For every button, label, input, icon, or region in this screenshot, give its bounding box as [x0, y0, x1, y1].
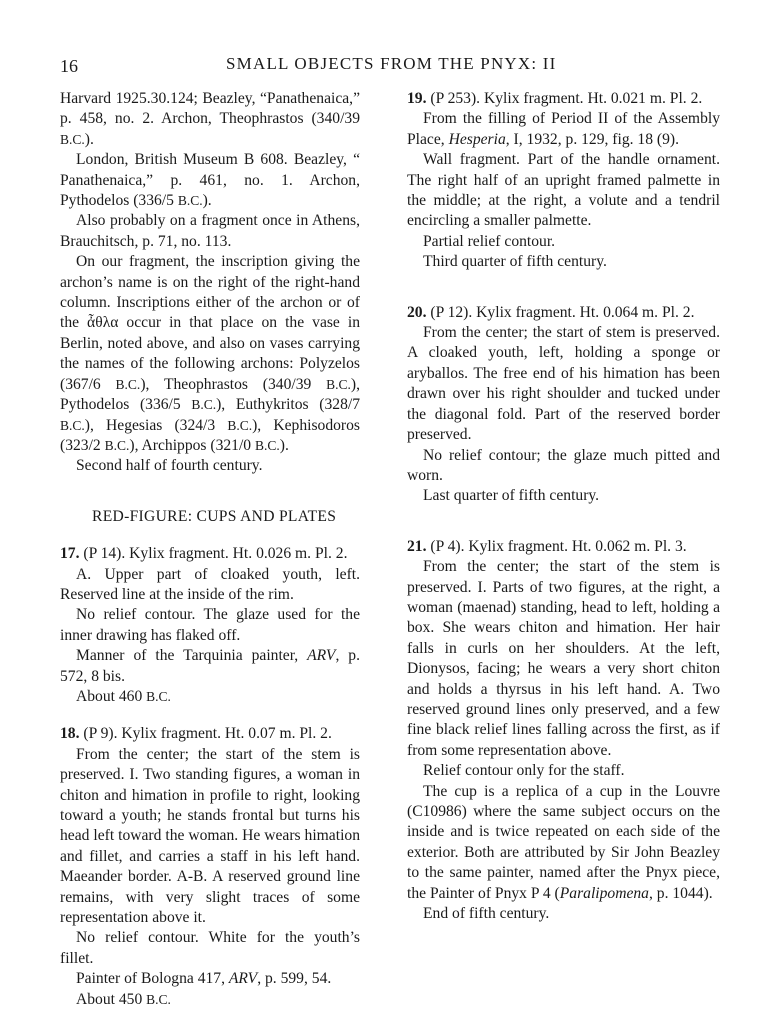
- left-column: [60, 89, 360, 1010]
- era-abbreviation: B.C.: [227, 417, 253, 433]
- paragraph: [60, 646, 360, 687]
- paragraph: Wall fragment. Part of the handle ornament. The right half of an upright framed palmette in the middle; at the right, a volute and a tendril encircling a smaller palmette.: [407, 151, 720, 230]
- paragraph: [60, 969, 360, 989]
- era-abbreviation: B.C.: [191, 397, 217, 413]
- paragraph: London, British Museum B 608. Beazley, “ Panathenaica,” p. 461, no. 1. Archon, Pythodelos (336/5 B.C.).: [60, 151, 360, 210]
- entry-heading: [407, 89, 720, 109]
- running-head: SMALL OBJECTS FROM THE PNYX: II: [226, 54, 557, 73]
- paragraph: [407, 109, 720, 150]
- era-abbreviation: B.C.: [255, 437, 280, 453]
- paragraph: From the center; the start of the stem is preserved. I. Parts of two figures, at the right, a woman (maenad) standing, head to left, holding a box. She wears chiton and himation. Her hair falls in curls on her shoulders. At the left, Dionysos, facing; he wears a very short chiton and holds a thyrsus in his left hand. A. Two reserved ground lines only preserved, and a few fine black relief lines falling across the first, as if from some representation above.: [407, 558, 720, 759]
- paragraph: No relief contour; the glaze much pitted and worn.: [407, 446, 720, 484]
- era-abbreviation: B.C.: [177, 193, 203, 209]
- paragraph: About 450 B.C.: [76, 990, 171, 1008]
- entry-heading-text: (P 4). Kylix fragment. Ht. 0.062 m. Pl. 3.: [430, 537, 687, 555]
- page-number: 16: [60, 56, 78, 76]
- paragraph: Relief contour only for the staff.: [423, 762, 625, 780]
- paragraph: No relief contour. White for the youth’s fillet.: [60, 929, 360, 967]
- catalog-entry-19: [407, 89, 720, 273]
- paragraph: On our fragment, the inscription giving the archon’s name is on the right of the right-hand column. Inscriptions either of the archon or of the ἆθλα occur in that place on the vase in Berlin, noted above, and also on vases carrying the names of the following archons: Polyzelos (367/6 B.C.), Theophrastos (340/39 B.C.), Pythodelos (336/5 B.C.), Euthykritos (328/7 B.C.), Hegesias (324/3 B.C.), Kephisodoros (323/2 B.C.), Archippos (321/0 B.C.).: [60, 253, 360, 454]
- italic-text: Hesperia: [448, 130, 506, 148]
- paragraph: Partial relief contour.: [423, 232, 556, 250]
- paragraph: About 460 B.C.: [76, 687, 171, 705]
- entry-heading: [60, 724, 360, 744]
- era-abbreviation: B.C.: [326, 376, 351, 392]
- paragraph: From the center; the start of stem is preserved. A cloaked youth, left, holding a sponge or aryballos. The free end of his himation has been drawn over his right shoulder and tucked under the diagonal fold. Part of the reserved border preserved.: [407, 324, 720, 444]
- paragraph: Also probably on a fragment once in Athens, Brauchitsch, p. 71, no. 113.: [60, 212, 360, 250]
- text: , p. 1044).: [648, 884, 713, 902]
- text: , p. 599, 54.: [257, 970, 332, 988]
- entry-heading: [407, 303, 720, 323]
- text: Manner of the Tarquinia painter,: [76, 647, 308, 665]
- text: The cup is a replica of a cup in the Louvre (C10986) where the same subject occurs on the inside and is twice repeated on each side of the exterior. Both are attributed by Sir John Beazley to the same painter, named after the Pnyx piece, the Painter of Pnyx P 4 (: [407, 782, 720, 902]
- text: , I, 1932, p. 129, fig. 18 (9).: [505, 130, 679, 148]
- entry-heading-text: (P 9). Kylix fragment. Ht. 0.07 m. Pl. 2.: [83, 725, 332, 743]
- entry-number: 19.: [407, 90, 427, 107]
- entry-heading-text: (P 253). Kylix fragment. Ht. 0.021 m. Pl. 2.: [430, 90, 703, 107]
- entry-heading: [60, 544, 360, 564]
- entry-heading-text: (P 12). Kylix fragment. Ht. 0.064 m. Pl. 2.: [430, 303, 695, 321]
- entry-heading-text: (P 14). Kylix fragment. Ht. 0.026 m. Pl. 2.: [83, 545, 348, 563]
- paragraph: Second half of fourth century.: [76, 457, 263, 475]
- paragraph: [407, 782, 720, 904]
- era-abbreviation: B.C.: [104, 437, 130, 453]
- entry-number: 18.: [60, 725, 80, 743]
- era-abbreviation: B.C.: [60, 417, 85, 433]
- entry-heading: [407, 537, 720, 557]
- section-heading: RED-FIGURE: CUPS AND PLATES: [92, 507, 337, 525]
- paragraph: Last quarter of fifth century.: [423, 487, 600, 505]
- paragraph: End of fifth century.: [423, 905, 550, 923]
- italic-text: ARV: [228, 970, 258, 988]
- catalog-entry-21: [407, 537, 720, 925]
- italic-text: ARV: [307, 647, 336, 665]
- text: From the filling of Period II of the Assembly Place,: [407, 110, 720, 148]
- paragraph: A. Upper part of cloaked youth, left. Reserved line at the inside of the rim.: [60, 565, 360, 603]
- entry-number: 20.: [407, 303, 427, 321]
- paragraph: From the center; the start of the stem is preserved. I. Two standing figures, a woman in chiton and himation in profile to right, looking toward a youth; he stands frontal but turns his head left toward the woman. He wears himation and fillet, and carries a staff in his left hand. Maeander border. A-B. A reserved ground line remains, with very slight traces of some representation above it.: [60, 745, 360, 927]
- paragraph: Harvard 1925.30.124; Beazley, “Panathenaica,” p. 458, no. 2. Archon, Theophrastos (340/39 B.C.).: [60, 90, 360, 148]
- italic-text: Paralipomena: [559, 884, 649, 902]
- text: Painter of Bologna 417,: [76, 970, 229, 988]
- catalog-entry-20: [407, 303, 720, 507]
- era-abbreviation: B.C.: [115, 376, 141, 392]
- right-column: [407, 89, 720, 924]
- catalog-entry-17: [60, 544, 360, 707]
- text: , p. 572, 8 bis.: [60, 647, 360, 685]
- catalog-entry-18: [60, 724, 360, 1010]
- paragraph: Third quarter of fifth century.: [423, 253, 607, 271]
- era-abbreviation: B.C.: [60, 131, 85, 147]
- era-abbreviation: B.C.: [146, 688, 171, 704]
- entry-number: 17.: [60, 545, 80, 563]
- entry-number: 21.: [407, 537, 427, 555]
- era-abbreviation: B.C.: [146, 991, 171, 1007]
- paragraph: No relief contour. The glaze used for the inner drawing has flaked off.: [60, 606, 360, 644]
